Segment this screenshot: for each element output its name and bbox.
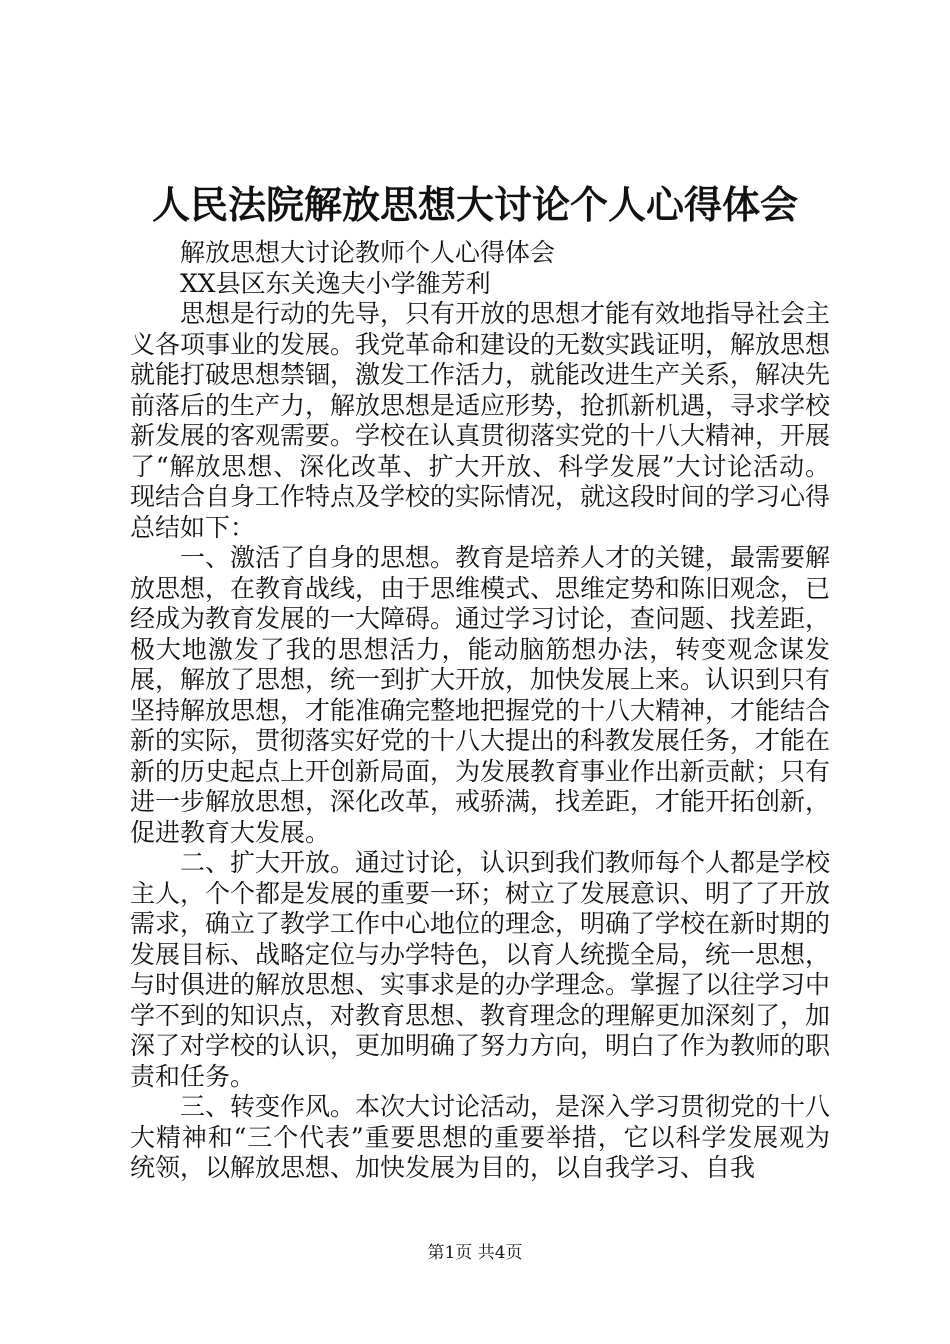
paragraph-intro: 思想是行动的先导，只有开放的思想才能有效地指导社会主义各项事业的发展。我党革命和建设的无数实践证明，解放思想就能打破思想禁锢，激发工作活力，就能改进生产关系，解决先前落后的生产力，解放思想是适应形势，抢抓新机遇，寻求学校新发展的客观需要。学校在认真贯彻落实党的十八大精神，开展了“解放思想、深化改革、扩大开放、科学发展”大讨论活动。现结合自身工作特点及学校的实际情况，就这段时间的学习心得总结如下： [130, 299, 831, 542]
paragraph-section-2: 二、扩大开放。通过讨论，认识到我们教师每个人都是学校主人，个个都是发展的重要一环；树立了发展意识、明了了开放需求，确立了教学工作中心地位的理念，明确了学校在新时期的发展目标、战略定位与办学特色，以育人统揽全局，统一思想，与时俱进的解放思想、实事求是的办学理念。掌握了以往学习中学不到的知识点，对教育思想、教育理念的理解更加深刻了，加深了对学校的认识，更加明确了努力方向，明白了作为教师的职责和任务。 [130, 848, 831, 1091]
author-line: XX县区东关逸夫小学雒芳利 [180, 268, 491, 298]
document-body [130, 238, 830, 1184]
paragraph-section-1: 一、激活了自身的思想。教育是培养人才的关键，最需要解放思想，在教育战线，由于思维模式、思维定势和陈旧观念，已经成为教育发展的一大障碍。通过学习讨论，查问题、找差距，极大地激发了我的思想活力，能动脑筋想办法，转变观念谋发展，解放了思想，统一到扩大开放，加快发展上来。认识到只有坚持解放思想，才能准确完整地把握党的十八大精神，才能结合新的实际，贯彻落实好党的十八大提出的科教发展任务，才能在新的历史起点上开创新局面，为发展教育事业作出新贡献；只有进一步解放思想，深化改革，戒骄满，找差距，才能开拓创新，促进教育大发展。 [130, 543, 831, 847]
subtitle: 解放思想大讨论教师个人心得体会 [180, 238, 556, 267]
document-title: 人民法院解放思想大讨论个人心得体会 [151, 182, 798, 227]
paragraph-section-3: 三、转变作风。本次大讨论活动，是深入学习贯彻党的十八大精神和“三个代表”重要思想的重要举措，它以科学发展观为统领，以解放思想、加快发展为目的，以自我学习、自我 [130, 1092, 831, 1182]
page-footer: 第1页 共4页 [427, 1243, 523, 1263]
